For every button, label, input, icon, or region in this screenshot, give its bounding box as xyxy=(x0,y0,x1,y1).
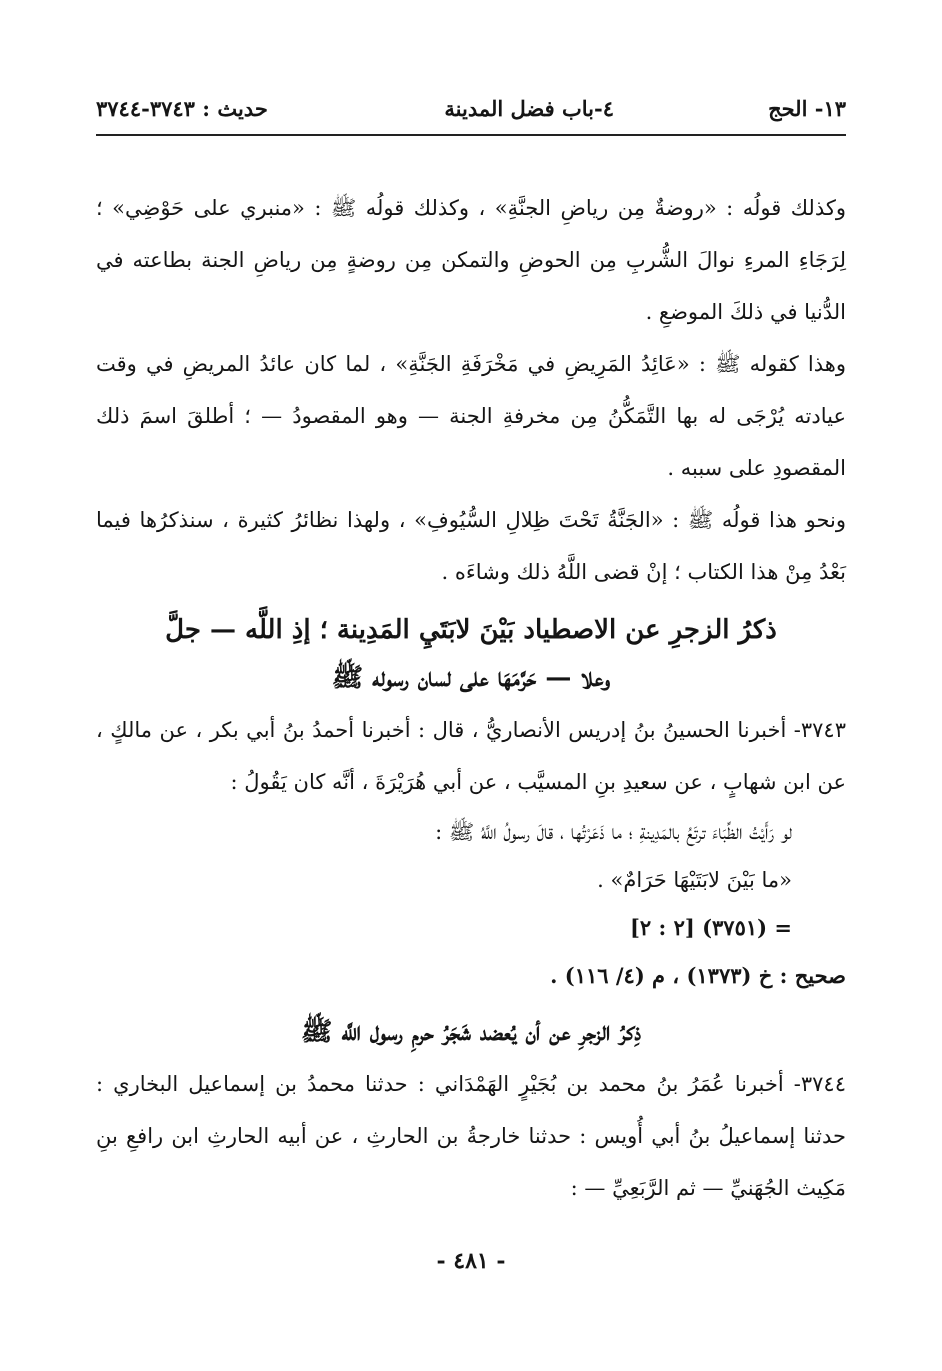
section-heading-hunting xyxy=(96,606,846,702)
page-header xyxy=(96,88,846,136)
chapter-title: ١٣- الحج xyxy=(768,96,846,121)
hadith-3743-matn: لو رَأَيْتُ الظِّبَاءَ ترتَعُ بالمَدِينةِ ؛ ما ذَعَرْتُها ، قالَ رسولُ اللَّهُ ﷺ : xyxy=(435,820,792,844)
section-title: ٤-باب فضل المدينة xyxy=(444,96,614,121)
page-number: - ٤٨١ - xyxy=(436,1248,506,1274)
commentary-paragraph: وهذا كقوله ﷺ : «عَائِدُ المَرِيضِ في مَخْرَفَةِ الجَنَّةِ» ، لما كان عائدُ المريضِ في وقت عيادته يُرْجَى له بها التَّمَكُّنُ مِن مخرفةِ الجنة — وهو المقصودُ — ؛ أطلقَ اسمَ ذلك المقصودِ على سببه . xyxy=(96,352,846,480)
hadith-3743-chain: ٣٧٤٣- أخبرنا الحسينُ بنُ إدريس الأنصاريُّ ، قال : أخبرنا أحمدُ بنُ أبي بكر ، عن مالكٍ ، عن ابن شهابٍ ، عن سعيدِ بنِ المسيَّب ، عن أبي هُرَيْرَةَ ، أنَّه كان يَقُولُ : xyxy=(96,718,846,794)
hadith-3744-chain: ٣٧٤٤- أخبرنا عُمَرُ بنُ محمد بن بُجَيْرٍ الهَمْدَاني : حدثنا محمدُ بن إسماعيل البخاري : حدثنا إسماعيلُ بنُ أبي أُويس : حدثنا خارجةُ بن الحارثِ ، عن أبيه الحارثِ ابن رافعِ بنِ مَكِيث الجُهَنيِّ — ثم الرَّبَعِيِّ — : xyxy=(96,1072,846,1200)
heading-line: ذكرُ الزجرِ عن الاصطياد بَيْنَ لابَتَيِ المَدِينة ؛ إذِ اللَّه — جلَّ xyxy=(165,615,777,645)
hadith-3743-quote: «ما بَيْنَ لابَتَيْهَا حَرَامٌ» . xyxy=(597,868,792,892)
heading-line: وعلا — حَرَّمَهَا على لسان رسوله ﷺ xyxy=(331,663,611,693)
hadith-grade: صحيح : خ (١٣٧٣) ، م (٤/ ١١٦) . xyxy=(550,963,846,988)
commentary-paragraph: ونحو هذا قولُه ﷺ : «الجَنَّةُ تَحْتَ ظِلالِ السُّيُوفِ» ، ولهذا نظائرُ كثيرة ، سنذكرُها فيما بَعْدُ مِنْ هذا الكتاب ؛ إنْ قضى اللَّهُ ذلك وشاءَه . xyxy=(96,508,846,584)
cross-reference: = (٣٧٥١) [٢ : ٢] xyxy=(629,915,792,940)
commentary-paragraph: وكذلك قولُه : «روضةٌ مِن رياضِ الجنَّةِ» ، وكذلك قولُه ﷺ : «منبري على حَوْضِي» ؛ لِرَجَاءِ المرءِ نوالَ الشُّربِ مِن الحوضِ والتمكن مِن روضةٍ مِن رياضِ الجنة بطاعته في الدُّنيا في ذلكَ الموضعِ . xyxy=(96,196,846,324)
section-heading-trees: ذِكرُ الزجرِ عن أن يُعضد شَجَرُ حرمِ رسول اللَّه ﷺ xyxy=(300,1017,642,1047)
hadith-range: حديث : ٣٧٤٣-٣٧٤٤ xyxy=(96,96,268,121)
page-body xyxy=(96,182,846,1214)
